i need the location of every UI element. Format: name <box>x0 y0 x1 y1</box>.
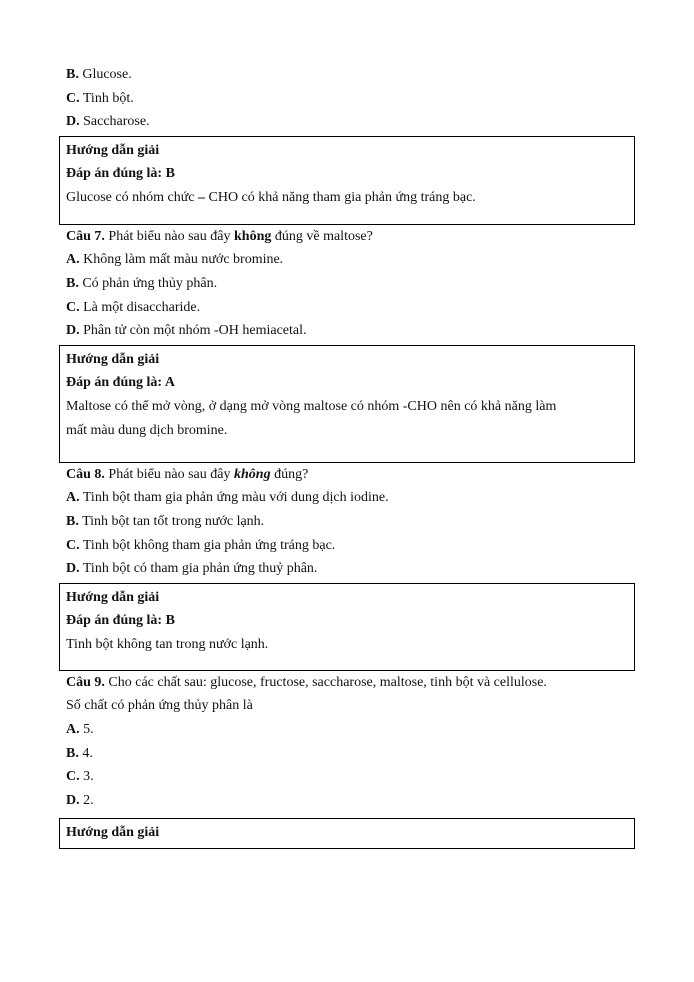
option-letter: D. <box>66 561 80 577</box>
option-letter: A. <box>66 490 80 506</box>
stem-emphasis: không <box>234 466 271 482</box>
correct-answer: Đáp án đúng là: B <box>66 613 175 629</box>
stem-emphasis: không <box>234 228 272 244</box>
stem-text: đúng? <box>270 466 309 482</box>
option-a <box>59 486 635 510</box>
option-text: Glucose. <box>78 67 132 82</box>
solution-explanation-line-1: Maltose có thể mở vòng, ở dạng mở vòng maltose có nhóm -CHO nên có khả năng làm <box>66 398 557 414</box>
option-text: Tinh bột không tham gia phản ứng tráng bạc. <box>79 537 336 553</box>
document-page <box>59 63 635 849</box>
option-letter: A. <box>66 721 80 737</box>
question-stem <box>59 463 635 487</box>
option-text: 3. <box>79 769 94 785</box>
option-a <box>59 248 635 272</box>
option-letter: D. <box>66 323 80 339</box>
question-stem <box>59 671 635 695</box>
option-letter: A. <box>66 252 80 268</box>
option-letter: B. <box>66 513 79 529</box>
solution-explanation-line-2: mất màu dung dịch bromine. <box>66 422 228 438</box>
solution-heading: Hướng dẫn giải <box>66 351 160 367</box>
question-number: Câu 9. <box>66 674 105 690</box>
solution-explanation <box>60 186 634 210</box>
option-text: Saccharose. <box>79 114 150 130</box>
option-a <box>59 718 635 742</box>
option-letter: C. <box>66 769 80 785</box>
question-7 <box>59 225 635 343</box>
stem-text: Phát biểu nào sau đây <box>104 466 234 482</box>
question-number: Câu 7. <box>66 228 105 244</box>
option-c <box>59 87 635 111</box>
question-9 <box>59 671 635 813</box>
option-text: Tinh bột có tham gia phản ứng thuỷ phân. <box>79 561 318 577</box>
option-b <box>59 63 635 87</box>
option-text: Tinh bột tham gia phản ứng màu với dung dịch iodine. <box>79 490 389 506</box>
solution-box-q7 <box>59 345 635 463</box>
solution-box-q8 <box>59 583 635 671</box>
option-d <box>59 557 635 581</box>
solution-explanation: Tinh bột không tan trong nước lạnh. <box>66 636 269 652</box>
stem-text: Cho các chất sau: glucose, fructose, saccharose, maltose, tinh bột và cellulose. <box>104 674 547 690</box>
question-8 <box>59 463 635 581</box>
question-number: Câu 8. <box>66 466 105 482</box>
option-letter: C. <box>66 537 80 553</box>
option-text: Tinh bột tan tốt trong nước lạnh. <box>78 513 265 529</box>
option-text: Không làm mất màu nước bromine. <box>79 252 284 268</box>
stem-text: Phát biểu nào sau đây <box>104 228 234 244</box>
option-d <box>59 319 635 343</box>
option-text: Phân tử còn một nhóm -OH hemiacetal. <box>79 323 307 339</box>
option-b <box>59 742 635 766</box>
option-letter: C. <box>66 299 80 315</box>
question-6-options <box>59 63 635 134</box>
option-d <box>59 789 635 813</box>
solution-heading: Hướng dẫn giải <box>66 825 160 841</box>
dash: – <box>198 189 205 205</box>
question-stem-line-2: Số chất có phản ứng thủy phân là <box>66 698 253 714</box>
solution-box-q9 <box>59 818 635 849</box>
question-stem <box>59 225 635 249</box>
option-text: 4. <box>78 745 93 761</box>
option-b <box>59 510 635 534</box>
option-text: 2. <box>79 792 94 808</box>
explanation-text: CHO có khả năng tham gia phản ứng tráng bạc. <box>205 189 476 205</box>
option-letter: B. <box>66 275 79 291</box>
solution-heading: Hướng dẫn giải <box>66 589 160 605</box>
option-c <box>59 296 635 320</box>
option-text: Là một disaccharide. <box>79 299 201 315</box>
explanation-text: Glucose có nhóm chức <box>66 189 198 205</box>
option-letter: C. <box>66 90 80 106</box>
solution-box-q6 <box>59 136 635 225</box>
option-letter: D. <box>66 114 80 130</box>
option-b <box>59 272 635 296</box>
solution-heading: Hướng dẫn giải <box>66 142 160 158</box>
option-letter: B. <box>66 745 79 761</box>
correct-answer: Đáp án đúng là: B <box>66 166 175 182</box>
option-text: Có phản ứng thủy phân. <box>78 275 218 291</box>
option-text: Tinh bột. <box>79 90 134 106</box>
option-c <box>59 765 635 789</box>
stem-text: đúng về maltose? <box>271 228 373 244</box>
option-c <box>59 534 635 558</box>
correct-answer: Đáp án đúng là: A <box>66 375 175 391</box>
option-text: 5. <box>79 721 94 737</box>
option-letter: D. <box>66 792 80 808</box>
option-d <box>59 110 635 134</box>
option-letter: B. <box>66 67 79 82</box>
